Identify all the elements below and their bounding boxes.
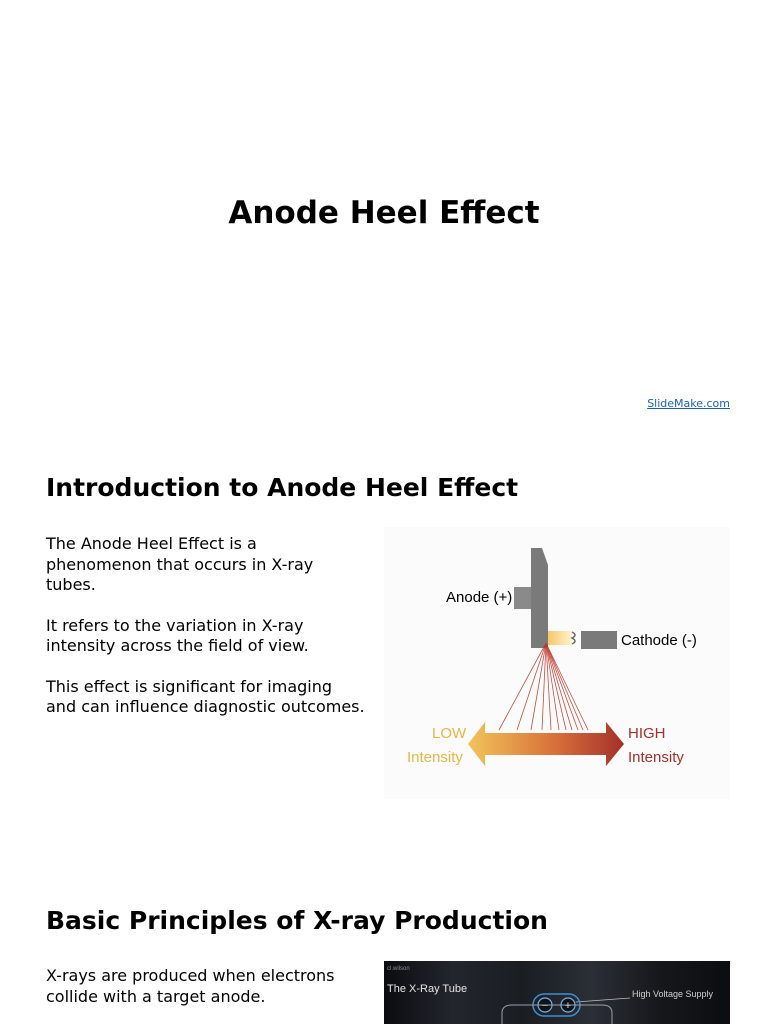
corner-mark: cl.wilson — [387, 966, 410, 972]
anode-stem — [514, 587, 532, 609]
intro-paragraph-3: This effect is significant for imaging and can influence diagnostic outcomes. — [46, 676, 365, 716]
electron-beam — [548, 631, 572, 645]
supply-label: High Voltage Supply — [632, 989, 714, 999]
low-label-1: LOW — [432, 725, 467, 742]
intro-paragraph-2: It refers to the variation in X-ray intensity across the field of view. — [46, 615, 309, 655]
cathode-block — [581, 631, 617, 649]
slide-title: Anode Heel Effect — [228, 195, 540, 231]
anode-heel-diagram — [384, 527, 730, 799]
intro-paragraph-1: The Anode Heel Effect is a phenomenon that occurs in X-ray tubes. — [46, 534, 314, 594]
anode-target — [531, 548, 548, 648]
high-label-2: Intensity — [628, 749, 684, 766]
intensity-arrow — [468, 722, 624, 766]
anode-heel-svg — [384, 527, 730, 799]
tube-title: The X-Ray Tube — [387, 983, 468, 995]
cathode-label: Cathode (-) — [621, 632, 697, 649]
intro-heading: Introduction to Anode Heel Effect — [46, 473, 519, 502]
plus-symbol: + — [564, 1000, 572, 1012]
cathode-coil — [572, 632, 575, 644]
xray-tube-image — [384, 961, 730, 1024]
supply-line — [576, 998, 630, 1002]
minus-symbol: − — [541, 1000, 549, 1012]
xray-tube-svg — [384, 961, 730, 1024]
intro-text — [46, 534, 366, 738]
low-label-2: Intensity — [407, 749, 463, 766]
high-label-1: HIGH — [628, 725, 666, 742]
basic-heading: Basic Principles of X-ray Production — [46, 906, 548, 935]
basic-paragraph-1: X-rays are produced when electrons collide with a target anode. — [46, 966, 335, 1006]
slidemake-link[interactable]: SlideMake.com — [647, 397, 730, 410]
basic-text — [46, 966, 366, 1027]
anode-label: Anode (+) — [446, 589, 513, 606]
tube-outline — [502, 1005, 612, 1024]
xray-fan — [499, 643, 588, 730]
